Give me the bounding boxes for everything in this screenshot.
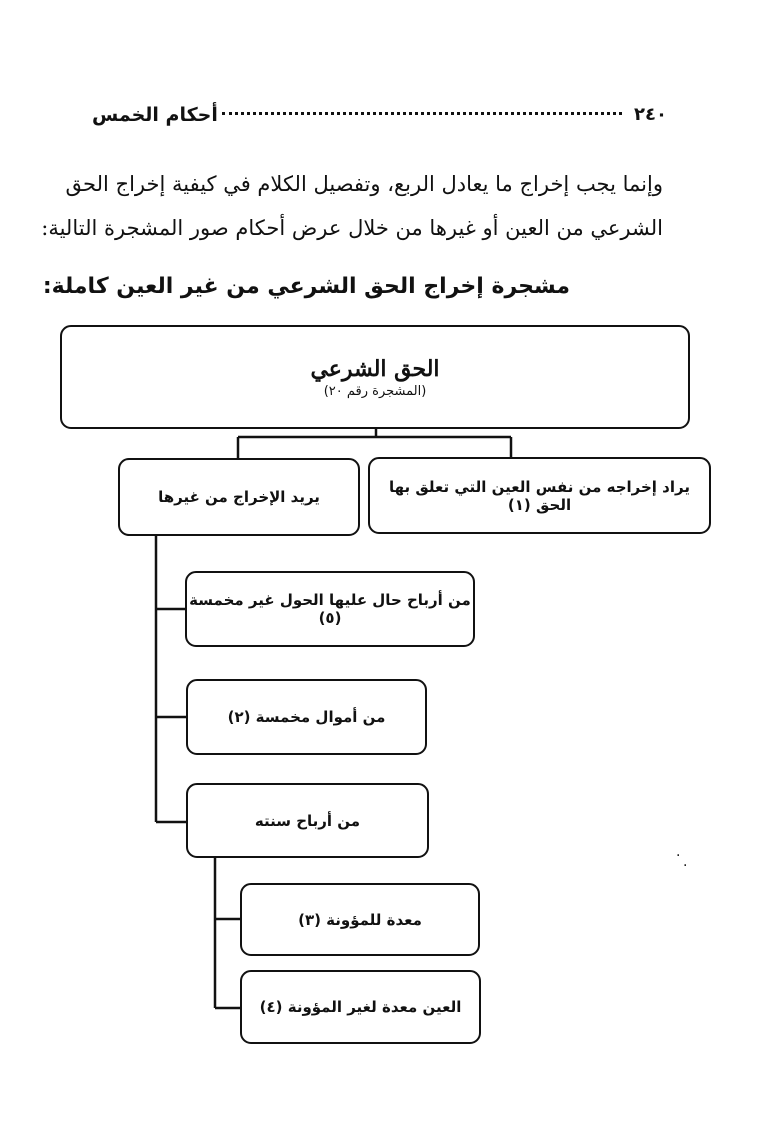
tree-root-node — [60, 325, 690, 429]
node-year-profits-label: من أرباح سنته — [254, 811, 361, 830]
root-title: الحق الشرعي — [310, 355, 440, 382]
node-from-same-item — [368, 457, 711, 534]
page-number: ٢٤٠ — [634, 104, 667, 125]
node-fifthed-money — [186, 679, 427, 755]
root-subtitle: (المشجرة رقم ٢٠) — [323, 383, 427, 399]
paragraph-line-2: الشرعي من العين أو غيرها من خلال عرض أحكام صور المشجرة التالية: — [41, 216, 663, 240]
node-for-expense-label: معدة للمؤونة (٣) — [298, 910, 422, 929]
node-fifthed-money-label: من أموال مخمسة (٢) — [227, 708, 386, 726]
node-not-for-expense — [240, 970, 481, 1044]
node-year-profits — [186, 783, 429, 858]
print-speck: · — [683, 858, 688, 874]
node-past-year-profits — [185, 571, 475, 647]
diagram-caption: مشجرة إخراج الحق الشرعي من غير العين كاملة: — [42, 274, 570, 299]
node-not-for-expense-label: العين معدة لغير المؤونة (٤) — [259, 998, 462, 1016]
paragraph-line-1: وإنما يجب إخراج ما يعادل الربع، وتفصيل الكلام في كيفية إخراج الحق — [65, 172, 663, 196]
node-from-same-item-label: يراد إخراجه من نفس العين التي تعلق بها الحق (١) — [389, 477, 690, 514]
print-speck: · — [676, 848, 681, 864]
running-header-title: أحكام الخمس — [92, 104, 218, 126]
node-past-year-profits-label: من أرباح حال عليها الحول غير مخمسة (٥) — [189, 591, 471, 627]
node-from-other-label: يريد الإخراج من غيرها — [158, 488, 320, 506]
node-for-expense — [240, 883, 480, 956]
node-from-other — [118, 458, 360, 536]
